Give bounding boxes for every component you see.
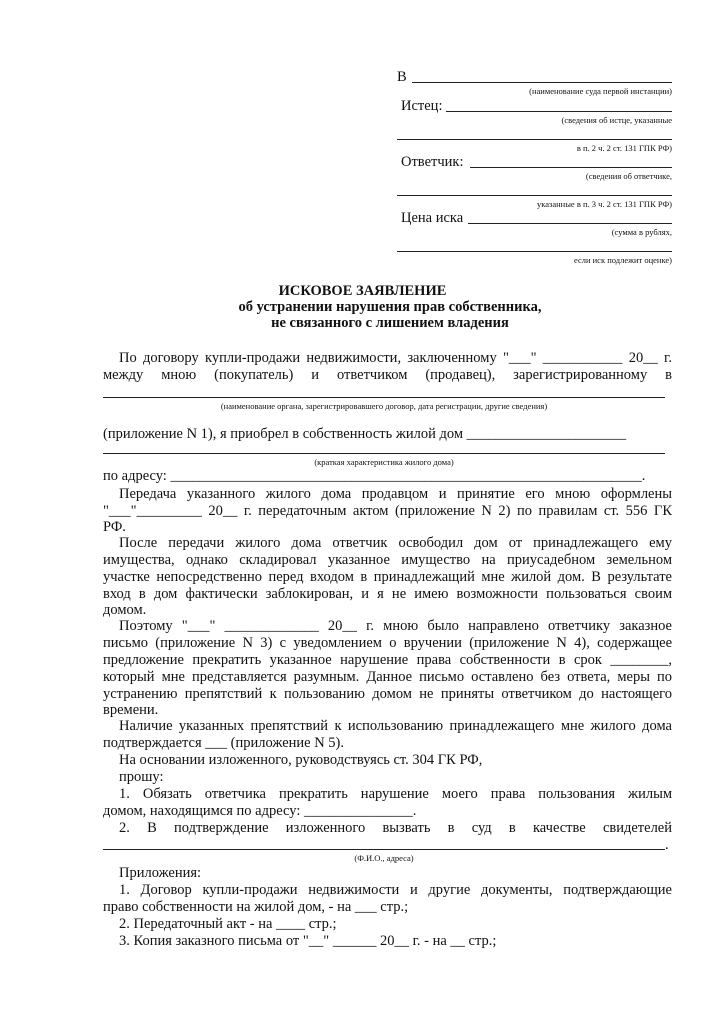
- paragraph-line: РФ.: [103, 519, 126, 535]
- attachment-item-1: 1. Договор купли-продажи недвижимости и другие документы, подтверждающие: [119, 882, 672, 898]
- paragraph-line: Наличие указанных препятствий к использованию принадлежащего мне жилого дома: [119, 718, 672, 734]
- claim-value-line: [468, 223, 672, 224]
- paragraph-line: устранению препятствий к пользованию домом не приняты ответчиком до настоящего: [103, 686, 672, 702]
- attachments-title: Приложения:: [119, 865, 202, 881]
- plaintiff-line-2: [397, 139, 672, 140]
- paragraph-line: имущества, однако складировал указанное имущество на приусадебном земельном: [103, 552, 672, 568]
- defendant-caption-1: (сведения об ответчике,: [585, 171, 672, 181]
- paragraph-line: вход в дом фактически заблокирован, и я не имею возможности пользоваться своим: [103, 586, 672, 602]
- title-line-3: не связанного с лишением владения: [271, 315, 509, 331]
- paragraph-line: участке непосредственно перед входом в принадлежащий мне жилой дом. В результате: [103, 569, 672, 585]
- paragraph-line: между мною (покупатель) и ответчиком (продавец), зарегистрированному в: [103, 367, 672, 383]
- attachment-item-2: 2. Передаточный акт - на ____ стр.;: [119, 916, 337, 932]
- paragraph-line: Поэтому "___" _____________ 20__ г. мною было направлено ответчику заказное: [119, 618, 672, 634]
- court-caption: (наименование суда первой инстанции): [529, 86, 672, 96]
- plaintiff-caption-1: (сведения об истце, указанные: [561, 115, 672, 125]
- plaintiff-label: Истец:: [401, 98, 443, 114]
- court-prefix: В: [397, 69, 407, 85]
- witnesses-caption: (Ф.И.О., адреса): [354, 853, 414, 863]
- paragraph-line: (приложение N 1), я приобрел в собственность жилой дом ______________________: [103, 426, 627, 442]
- attachment-item-1-cont: право собственности на жилой дом, - на ___ стр.;: [103, 899, 409, 915]
- paragraph-line: по адресу: _________________________________________________________________.: [103, 468, 646, 484]
- registration-line: [103, 397, 665, 398]
- defendant-line: [470, 167, 672, 168]
- claim-value-caption-1: (сумма в рублях,: [611, 227, 672, 237]
- defendant-line-2: [397, 195, 672, 196]
- court-line: [412, 82, 672, 83]
- paragraph-line: "___"_________ 20__ г. передаточным актом (приложение N 2) по правилам ст. 556 ГК: [103, 503, 672, 519]
- paragraph-line: предложение прекратить указанное нарушение права собственности в срок ________,: [103, 652, 672, 668]
- paragraph-line: домом.: [103, 602, 147, 618]
- title-line-2: об устранении нарушения прав собственника,: [238, 299, 542, 315]
- paragraph-line: подтверждается ___ (приложение N 5).: [103, 735, 345, 751]
- defendant-label: Ответчик:: [401, 154, 464, 170]
- request-item-1: 1. Обязать ответчика прекратить нарушение моего права пользования жилым: [119, 786, 672, 802]
- attachment-item-3: 3. Копия заказного письма от "__" ______ 20__ г. - на __ стр.;: [119, 933, 497, 949]
- request-item-2: 2. В подтверждение изложенного вызвать в суд в качестве свидетелей: [119, 820, 672, 836]
- request-item-1-cont: домом, находящимся по адресу: _______________.: [103, 803, 417, 819]
- defendant-caption-2: указанные в п. 3 ч. 2 ст. 131 ГПК РФ): [536, 199, 672, 209]
- request-heading: прошу:: [119, 769, 164, 785]
- claim-value-caption-2: если иск подлежит оценке): [573, 255, 672, 265]
- paragraph-line: который мне представляется разумным. Данное письмо оставлено без ответа, меры по: [103, 669, 672, 685]
- house-description-caption: (краткая характеристика жилого дома): [314, 457, 454, 467]
- paragraph-line: письмо (приложение N 3) с уведомлением о вручении (приложение N 4), содержащее: [103, 635, 672, 651]
- paragraph-line: Передача указанного жилого дома продавцом и принятие его мною оформлены: [119, 486, 672, 502]
- witnesses-line: [103, 849, 665, 850]
- house-description-line: [103, 453, 665, 454]
- paragraph-line: времени.: [103, 702, 159, 718]
- claim-value-label: Цена иска: [401, 210, 464, 226]
- registration-caption: (наименование органа, зарегистрировавшего договор, дата регистрации, другие сведения): [220, 401, 548, 411]
- paragraph-line: После передачи жилого дома ответчик освободил дом от принадлежащего ему: [119, 535, 672, 551]
- plaintiff-line: [446, 111, 672, 112]
- plaintiff-caption-2: в п. 2 ч. 2 ст. 131 ГПК РФ): [576, 143, 672, 153]
- paragraph-line: На основании изложенного, руководствуясь ст. 304 ГК РФ,: [119, 752, 483, 768]
- paragraph-line: По договору купли-продажи недвижимости, заключенному "___" ___________ 20__ г.: [119, 350, 672, 366]
- witnesses-period: .: [665, 837, 669, 853]
- title-line-1: ИСКОВОЕ ЗАЯВЛЕНИЕ: [278, 283, 447, 299]
- claim-value-line-2: [397, 251, 672, 252]
